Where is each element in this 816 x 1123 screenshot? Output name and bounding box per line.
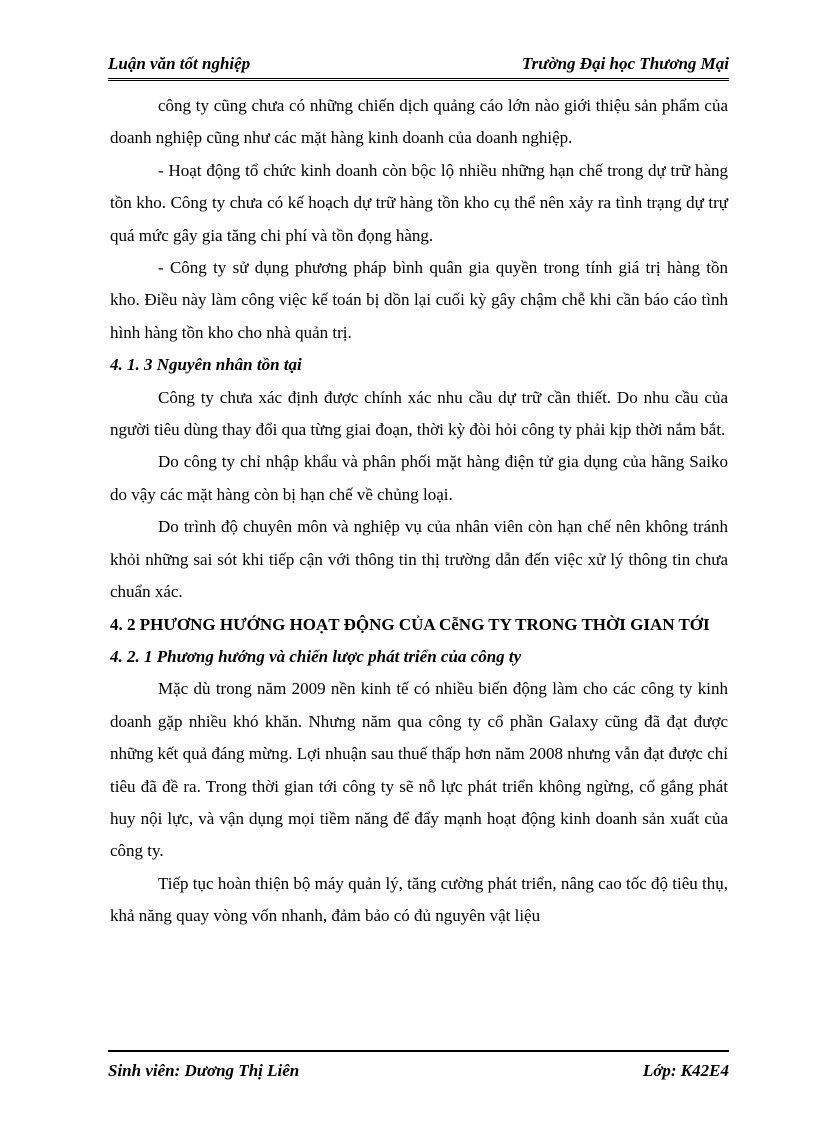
paragraph: - Hoạt động tổ chức kinh doanh còn bộc lộ nhiều những hạn chế trong dự trữ hàng tồn kho. Công ty chưa có kế hoạch dự trữ hàng tồn kho cụ thể nên xảy ra tình trạng dự trự quá mức gây gia tăng chi phí và tồn đọng hàng. <box>110 160 728 245</box>
section-heading-4-2-1: 4. 2. 1 Phương hướng và chiến lược phát triển của công ty <box>110 646 522 666</box>
paragraph: Tiếp tục hoàn thiện bộ máy quản lý, tăng cường phát triển, nâng cao tốc độ tiêu thụ, khả năng quay vòng vốn nhanh, đảm bảo có đủ nguyên vật liệu <box>110 873 728 926</box>
header-right-title: Trường Đại học Thương Mại <box>521 54 729 73</box>
paragraph: - Công ty sử dụng phương pháp bình quân gia quyền trong tính giá trị hàng tồn kho. Điều này làm công việc kế toán bị dồn lại cuối kỳ gây chậm chễ khi cần báo cáo tình hình hàng tồn kho cho nhà quản trị. <box>110 258 728 342</box>
paragraph: Công ty chưa xác định được chính xác nhu cầu dự trữ cần thiết. Do nhu cầu của người tiêu dùng thay đổi qua từng giai đoạn, thời kỳ đòi hỏi công ty phải kịp thời nắm bắt. <box>110 387 728 440</box>
footer-student-name: Sinh viên: Dương Thị Liên <box>108 1061 300 1080</box>
paragraph: Mặc dù trong năm 2009 nền kinh tế có nhiều biến động làm cho các công ty kinh doanh gặp nhiều khó khăn. Nhưng năm qua công ty cổ phần Galaxy cũng đã đạt được những kết quả đáng mừng. Lợi nhuận sau thuế thấp hơn năm 2008 nhưng vẫn đạt được chỉ tiêu đã đề ra. Trong thời gian tới công ty sẽ nỗ lực phát triển không ngừng, cố gắng phát huy nội lực, và vận dụng mọi tiềm năng để đẩy mạnh hoạt động kinh doanh sản xuất của công ty. <box>110 679 728 861</box>
paragraph: Do trình độ chuyên môn và nghiệp vụ của nhân viên còn hạn chế nên không tránh khỏi những sai sót khi tiếp cận với thông tin thị trường dẫn đến việc xử lý thông tin chưa chuẩn xác. <box>110 517 728 602</box>
page-header <box>108 44 729 81</box>
section-heading-4-1-3: 4. 1. 3 Nguyên nhân tồn tại <box>110 355 302 375</box>
page-footer <box>108 1050 729 1086</box>
section-heading-4-2: 4. 2 PHƯƠNG HƯỚNG HOẠT ĐỘNG CỦA CễNG TY TRONG THỜI GIAN TỚI <box>110 614 710 634</box>
header-left-title: Luận văn tốt nghiệp <box>108 54 251 73</box>
footer-class: Lớp: K42E4 <box>642 1061 729 1080</box>
paragraph: công ty cũng chưa có những chiến dịch quảng cáo lớn nào giới thiệu sản phẩm của doanh nghiệp cũng như các mặt hàng kinh doanh của doanh nghiệp. <box>110 96 728 148</box>
paragraph: Do công ty chỉ nhập khẩu và phân phối mặt hàng điện tử gia dụng của hãng Saiko do vậy các mặt hàng còn bị hạn chế về chủng loại. <box>110 452 728 504</box>
document-body <box>110 90 728 933</box>
